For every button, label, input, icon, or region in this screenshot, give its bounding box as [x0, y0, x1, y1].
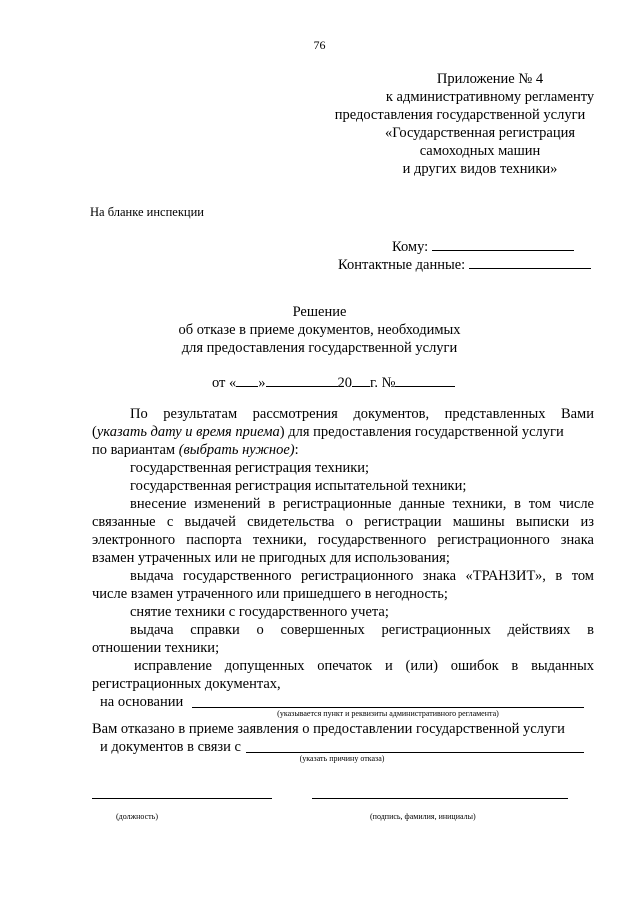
refusal-caption: (указать причину отказа)	[299, 754, 385, 763]
option-changes-line2: связанные с выдачей свидетельства о регистрации машины выписки из	[92, 514, 594, 530]
basis-caption: (указывается пункт и реквизиты административного регламента)	[277, 709, 499, 718]
body-p1-line3	[92, 441, 299, 459]
decision-subtitle-1: об отказе в приеме документов, необходимых	[178, 322, 461, 338]
option-transit-line2: числе взамен утраченного или пришедшего в негодность;	[92, 586, 448, 602]
date-day-blank	[236, 372, 258, 387]
body-p1-line2	[92, 423, 594, 441]
option-deregistration: снятие техники с государственного учета;	[130, 604, 389, 620]
date-close-quote: »	[258, 375, 266, 391]
option-changes-line4: взамен утраченных или не пригодных для использования;	[92, 550, 450, 566]
recipient-contacts	[338, 254, 591, 274]
body-p1-line1: По результатам рассмотрения документов, представленных Вами	[130, 406, 594, 422]
recipient-to-blank	[432, 236, 574, 251]
body-p1-paren-open: (	[92, 424, 97, 440]
appendix-line-4: «Государственная регистрация	[384, 125, 576, 141]
appendix-line-2: к административному регламенту	[385, 89, 595, 105]
position-blank	[92, 798, 272, 799]
letterhead-note: На бланке инспекции	[90, 205, 204, 219]
option-transit-line1: выдача государственного регистрационного знака «ТРАНЗИТ», в том	[130, 568, 594, 584]
refusal-line2: и документов в связи с	[100, 739, 241, 755]
recipient-contacts-label: Контактные данные:	[338, 257, 466, 273]
doc-number-blank	[395, 372, 455, 387]
option-certificate-line2: отношении техники;	[92, 640, 220, 656]
option-certificate-line1: выдача справки о совершенных регистрационных действиях в	[130, 622, 594, 638]
decision-subtitle-2: для предоставления государственной услуги	[181, 340, 458, 356]
body-p1-line2-rest: ) для предоставления государственной услуги	[279, 424, 564, 440]
option-changes-line1: внесение изменений в регистрационные данные техники, в том числе	[130, 496, 594, 512]
position-caption: (должность)	[116, 812, 158, 821]
option-registration: государственная регистрация техники;	[130, 460, 370, 476]
refusal-line1: Вам отказано в приеме заявления о предоставлении государственной услуги	[92, 721, 565, 737]
option-corrections-line1: исправление допущенных опечаток и (или) ошибок в выданных	[134, 658, 594, 674]
option-changes-line3: электронного паспорта техники, государственного регистрационного знака	[92, 532, 594, 548]
option-test-registration: государственная регистрация испытательной техники;	[130, 478, 467, 494]
basis-label: на основании	[100, 694, 184, 710]
date-from-label: от «	[212, 375, 237, 391]
recipient-to	[392, 236, 574, 256]
basis-blank	[192, 707, 584, 708]
date-year-blank	[352, 372, 370, 387]
date-year-prefix: 20	[337, 375, 353, 391]
appendix-line-6: и других видов техники»	[402, 161, 558, 177]
date-year-suffix: г. №	[370, 375, 396, 391]
body-p1-italic-choose: (выбрать нужное)	[178, 442, 295, 458]
date-month-blank	[266, 372, 338, 387]
recipient-to-label: Кому:	[392, 239, 429, 255]
signature-caption: (подпись, фамилия, инициалы)	[370, 812, 476, 821]
body-p1-colon: :	[294, 442, 299, 458]
body-p1-variants: по вариантам	[92, 442, 179, 458]
appendix-line-3: предоставления государственной услуги	[334, 107, 586, 123]
appendix-line-1: Приложение № 4	[436, 71, 544, 87]
recipient-contacts-blank	[469, 254, 591, 269]
signature-blank	[312, 798, 568, 799]
appendix-line-5: самоходных машин	[419, 143, 541, 159]
body-p1-italic-date: указать дату и время приема	[96, 424, 280, 440]
decision-title: Решение	[292, 304, 347, 320]
refusal-reason-blank	[246, 752, 584, 753]
option-corrections-line2: регистрационных документах,	[92, 676, 281, 692]
page-number: 76	[313, 38, 326, 52]
date-number-line	[212, 372, 455, 392]
